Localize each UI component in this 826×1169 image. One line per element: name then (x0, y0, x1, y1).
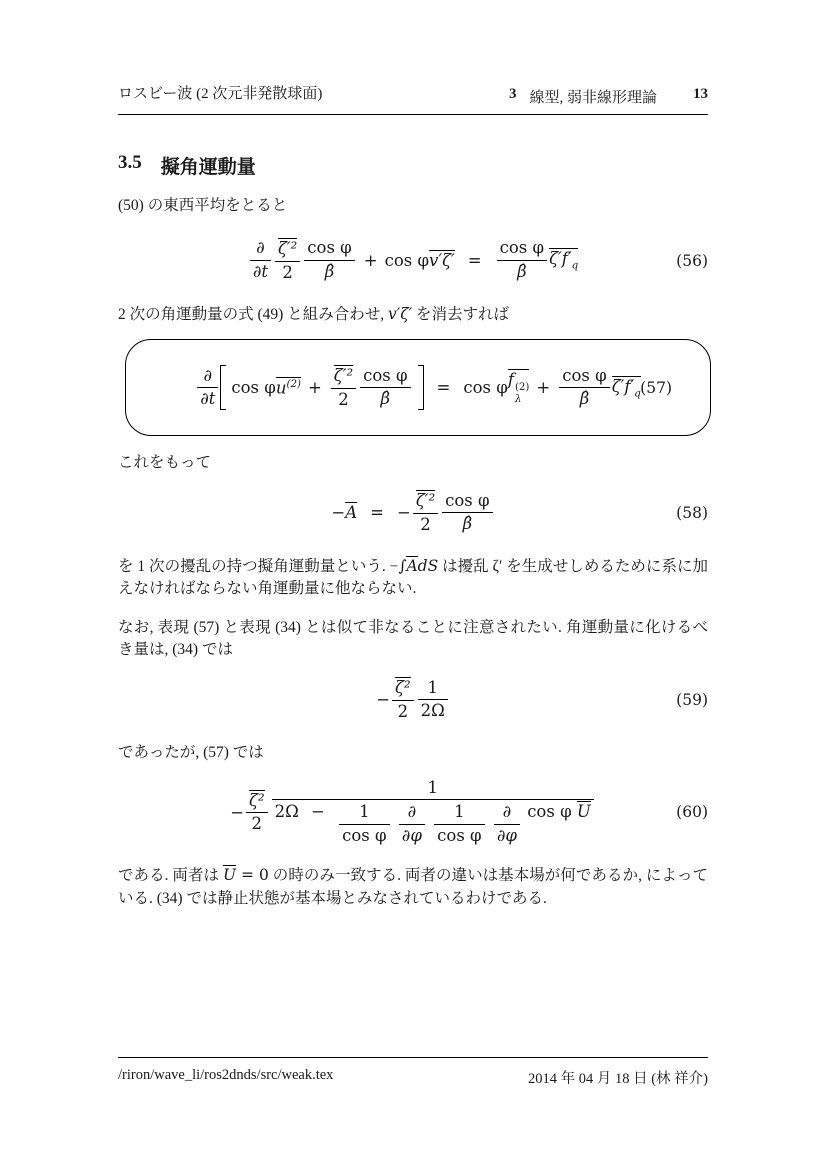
zeta-prime-squared-fraction (275, 238, 300, 283)
footer-file-path: /riron/wave_li/ros2dnds/src/weak.tex (118, 1067, 334, 1083)
two-omega: 2Ω (274, 802, 299, 822)
subscript-q: q (634, 387, 641, 399)
minus-operator: − (311, 802, 325, 822)
superscript-2: (2) (514, 381, 530, 393)
page-content (118, 0, 708, 910)
minus-sign: − (376, 690, 391, 710)
header-section-title: 線型, 弱非線形理論 (529, 90, 657, 106)
cos-phi-over-beta-fraction (497, 238, 547, 282)
partial-phi: ∂φ (494, 824, 520, 847)
one-over-cos-phi-fraction (339, 802, 389, 846)
cos-phi: cos φ (434, 824, 484, 847)
overline-zeta-fq (612, 376, 641, 400)
plus-sign: + (536, 378, 551, 398)
zeta-prime-squared-fraction (413, 490, 438, 535)
section-number: 3.5 (118, 152, 142, 173)
partial-phi: ∂φ (399, 824, 425, 847)
cos-phi: cos φ (445, 490, 490, 510)
para-deattaga: であったが, (57) では (118, 743, 264, 761)
boxed-equation-57 (125, 339, 711, 436)
denominator-two: 2 (246, 812, 268, 835)
page-number: 13 (693, 86, 708, 102)
big-operator-fraction (272, 778, 594, 847)
partial-t: ∂t (250, 260, 271, 283)
footer-date-author: 2014 年 04 月 18 日 (林 祥介) (527, 1071, 708, 1087)
beta-hat: β̂ (497, 260, 547, 283)
cos-phi: cos φ (463, 378, 508, 398)
equation-59 (118, 674, 708, 726)
equals-sign: = (436, 378, 451, 398)
operator-denominator (272, 799, 594, 846)
cos-phi-over-beta-fraction (304, 238, 354, 282)
numerator-one: 1 (427, 777, 438, 797)
numerator-one: 1 (454, 802, 465, 822)
partial-phi-fraction (494, 802, 520, 846)
cos-phi: cos φ (307, 238, 352, 258)
zeta-squared-fraction (392, 677, 414, 722)
v-zeta-prime-inline: v′ζ′ (387, 304, 413, 323)
section-title: 擬角運動量 (160, 157, 256, 178)
numerator-one: 1 (359, 802, 370, 822)
bracketed-group (220, 365, 423, 410)
overline-zeta-fq (549, 248, 578, 272)
minus-sign: − (331, 503, 346, 523)
equation-number-60: (60) (676, 803, 708, 822)
cos-phi: cos φ (363, 365, 408, 385)
cos-phi: cos φ (527, 802, 572, 822)
partial-t-fraction (197, 366, 218, 410)
overline-zeta-squared: ζ² (249, 790, 265, 810)
dS-inline: dS (417, 556, 439, 575)
overline-v-zeta: v′ζ′ (429, 251, 455, 271)
plus-sign: + (307, 378, 322, 398)
para-text: である. 両者は (118, 867, 223, 885)
para-take-zonal-mean: (50) の東西平均をとると (118, 197, 288, 214)
overline-script-A-inline: A (406, 556, 418, 575)
partial-t: ∂t (197, 387, 218, 410)
numerator-one: 1 (427, 677, 438, 697)
plus-sign: + (363, 251, 378, 270)
overline-U: U (576, 802, 591, 822)
header-section-number: 3 (508, 86, 517, 102)
overline-f-lambda-2 (508, 369, 530, 406)
minus-sign: − (396, 503, 411, 523)
cos-phi: cos φ (562, 365, 607, 385)
two-omega: 2Ω (418, 699, 448, 722)
denominator-two: 2 (392, 700, 414, 723)
overline-zeta-prime-squared: ζ′² (333, 366, 354, 385)
cos-phi: cos φ (339, 824, 389, 847)
beta-hat: β̂ (442, 512, 492, 535)
page-header (118, 82, 708, 115)
equation-60 (118, 776, 708, 848)
denominator-two: 2 (331, 388, 356, 411)
integral-sign: ∫ (398, 556, 407, 575)
beta-hat: β̂ (304, 260, 354, 283)
overline-u2 (276, 377, 301, 398)
equation-58 (118, 487, 708, 539)
equation-number-57: (57) (640, 378, 672, 397)
zeta-f-prime: ζ′f′ (549, 249, 572, 269)
partial-phi-fraction (399, 802, 425, 846)
para-korewo-motte: これをもって (118, 454, 212, 472)
equation-number-58: (58) (676, 503, 708, 522)
right-bracket (418, 365, 424, 410)
equation-number-59: (59) (676, 690, 708, 709)
equation-56 (118, 235, 708, 287)
overline-zeta-squared: ζ² (395, 678, 411, 698)
para-combine-eq49 (118, 303, 708, 327)
overline-U-inline: U (222, 866, 237, 885)
zeta-squared-fraction (246, 790, 268, 835)
equation-57 (140, 365, 696, 410)
para-text: の時のみ一致する. 両者の違いは基本場が何であるか, によっている. (34) では静止状態が基本場とみなされているわけである. (118, 867, 708, 907)
partial-symbol: ∂ (203, 365, 213, 385)
equals-sign: = (370, 503, 384, 523)
equals-zero-inline: = 0 (236, 866, 269, 885)
f-variable: f (507, 370, 514, 390)
cos-phi: cos φ (231, 378, 276, 398)
denominator-two: 2 (413, 513, 438, 536)
cos-phi: cos φ (384, 251, 430, 270)
overline-script-A: A (345, 503, 358, 523)
para-text: 2 次の角運動量の式 (49) と組み合わせ, (118, 305, 388, 323)
one-over-cos-phi-fraction (434, 802, 484, 846)
para-text: を消去すれば (412, 305, 510, 323)
beta-hat: β̂ (559, 387, 609, 410)
partial-symbol: ∂ (256, 238, 265, 258)
u-variable: u (275, 378, 287, 398)
beta-hat: β̂ (360, 387, 410, 410)
header-section-ref (509, 86, 657, 107)
equals-sign: = (467, 251, 482, 270)
para-text: を 1 次の擾乱の持つ擬角運動量という. − (118, 557, 399, 575)
overline-zeta-prime-squared: ζ′² (415, 491, 436, 511)
left-bracket (220, 365, 226, 410)
cos-phi: cos φ (499, 238, 545, 258)
zeta-prime-squared-fraction (331, 365, 356, 410)
minus-sign: − (230, 802, 245, 822)
equation-number-56: (56) (676, 251, 708, 270)
section-heading (118, 152, 708, 179)
page-footer (118, 1057, 708, 1088)
denominator-two: 2 (275, 261, 300, 284)
partial-t-fraction (250, 238, 271, 282)
para-pseudo-angular-momentum (118, 555, 708, 601)
header-left-title: ロスビー波 (2 次元非発散球面) (118, 86, 323, 102)
partial-symbol: ∂ (407, 802, 417, 822)
cos-phi-over-beta-fraction (559, 366, 609, 410)
zeta-f-prime: ζ′f′ (611, 376, 635, 396)
para-conclusion (118, 864, 708, 910)
one-over-two-omega-fraction (418, 678, 448, 722)
para-note-57-vs-34: なお, 表現 (57) と表現 (34) とは似て非なることに注意されたい. 角運動量に化けるべき量は, (34) では (118, 618, 708, 659)
overline-zeta-prime-squared: ζ′² (277, 238, 298, 258)
cos-phi-over-beta-fraction (442, 491, 492, 535)
para-text: は擾乱 ζ′ を生成せしめるために系に加えなければならない角運動量に他ならない. (118, 557, 708, 598)
partial-symbol: ∂ (502, 802, 512, 822)
subscript-lambda: λ (514, 393, 522, 405)
cos-phi-over-beta-fraction (360, 366, 410, 410)
subscript-q: q (571, 260, 579, 272)
superscript-2: (2) (286, 378, 301, 390)
